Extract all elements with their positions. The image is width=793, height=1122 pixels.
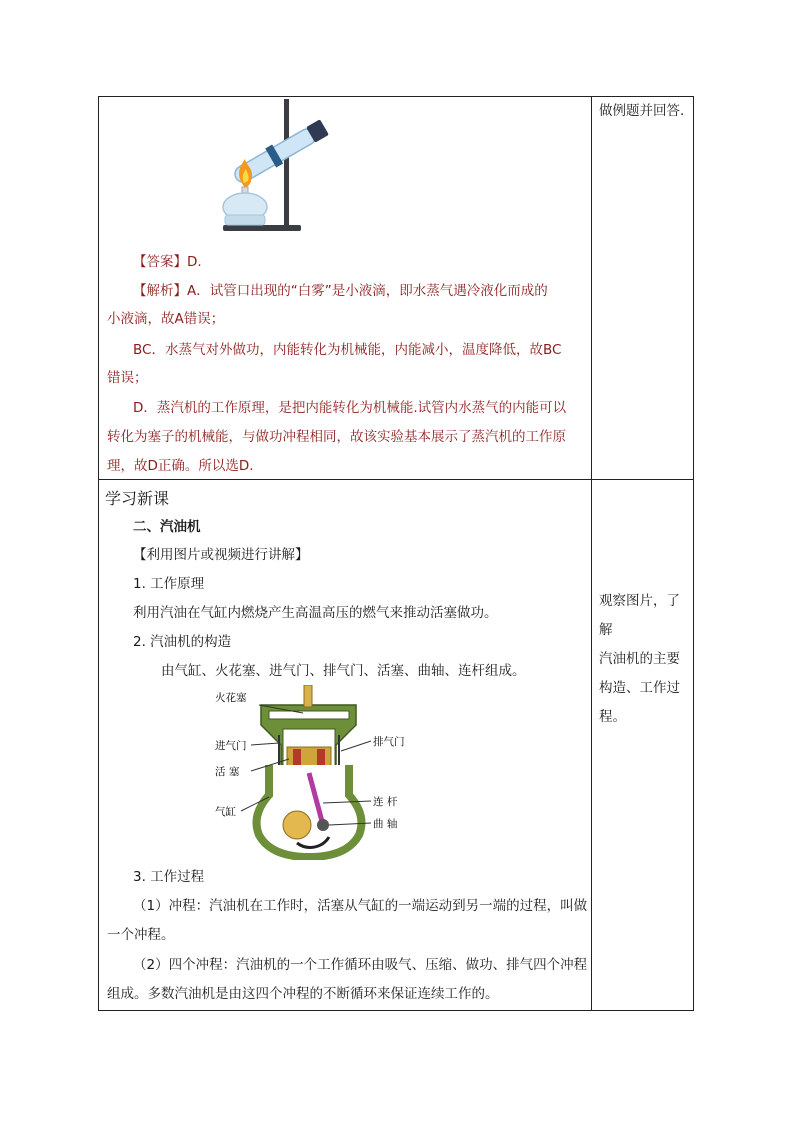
principle-title: 1. 工作原理 [133, 576, 205, 592]
stroke-def-line-1: （1）冲程：汽油机在工作时，活塞从气缸的一端运动到另一端的过程，叫做 [133, 898, 588, 914]
analysis-line-2: 小液滴，故A错误； [107, 311, 225, 327]
analysis-bc-line-2: 错误； [107, 370, 148, 386]
teaching-method: 【利用图片或视频进行讲解】 [133, 547, 309, 563]
row-divider [99, 479, 693, 480]
answer-line: 【答案】D. [133, 254, 202, 270]
analysis-line-1: 【解析】A．试管口出现的“白雾”是小液滴，即水蒸气遇冷液化而成的 [133, 283, 548, 299]
label-intake-valve: 进气门 [215, 740, 247, 752]
section-heading: 学习新课 [105, 489, 170, 508]
test-tube-heating-illustration [209, 97, 339, 237]
side-note-line-3: 构造、工作过 [599, 680, 680, 696]
side-note-line-2: 汽油机的主要 [599, 651, 680, 667]
side-note-line-4: 程。 [599, 709, 626, 725]
lesson-table [98, 96, 694, 1011]
analysis-bc-line-1: BC．水蒸气对外做功，内能转化为机械能，内能减小，温度降低，故BC [133, 342, 562, 358]
column-divider [591, 97, 592, 1010]
label-piston: 活 塞 [215, 766, 240, 778]
label-crankshaft: 曲 轴 [373, 818, 398, 830]
side-note-line-1: 观察图片，了解 [599, 593, 680, 638]
structure-title: 2. 汽油机的构造 [133, 634, 232, 650]
gasoline-engine-diagram [211, 685, 416, 860]
side-note-top: 做例题并回答. [599, 103, 685, 119]
label-exhaust-valve: 排气门 [373, 736, 405, 748]
label-cylinder: 气缸 [215, 806, 236, 818]
side-note-bottom [599, 587, 691, 732]
analysis-d-line-3: 理，故D正确。所以选D. [107, 458, 254, 474]
subsection-title: 二、汽油机 [133, 519, 201, 535]
principle-text: 利用汽油在气缸内燃烧产生高温高压的燃气来推动活塞做功。 [133, 605, 498, 621]
structure-text: 由气缸、火花塞、进气门、排气门、活塞、曲轴、连杆组成。 [161, 663, 526, 679]
process-title: 3. 工作过程 [133, 869, 205, 885]
four-strokes-line-2: 组成。多数汽油机是由这四个冲程的不断循环来保证连续工作的。 [107, 986, 499, 1002]
analysis-d-line-2: 转化为塞子的机械能，与做功冲程相同，故该实验基本展示了蒸汽机的工作原 [107, 429, 566, 445]
label-connecting-rod: 连 杆 [373, 796, 398, 808]
label-spark-plug: 火花塞 [215, 692, 247, 704]
analysis-d-line-1: D．蒸汽机的工作原理，是把内能转化为机械能.试管内水蒸气的内能可以 [133, 400, 567, 416]
stroke-def-line-2: 一个冲程。 [107, 927, 175, 943]
four-strokes-line-1: （2）四个冲程：汽油机的一个工作循环由吸气、压缩、做功、排气四个冲程 [133, 957, 588, 973]
